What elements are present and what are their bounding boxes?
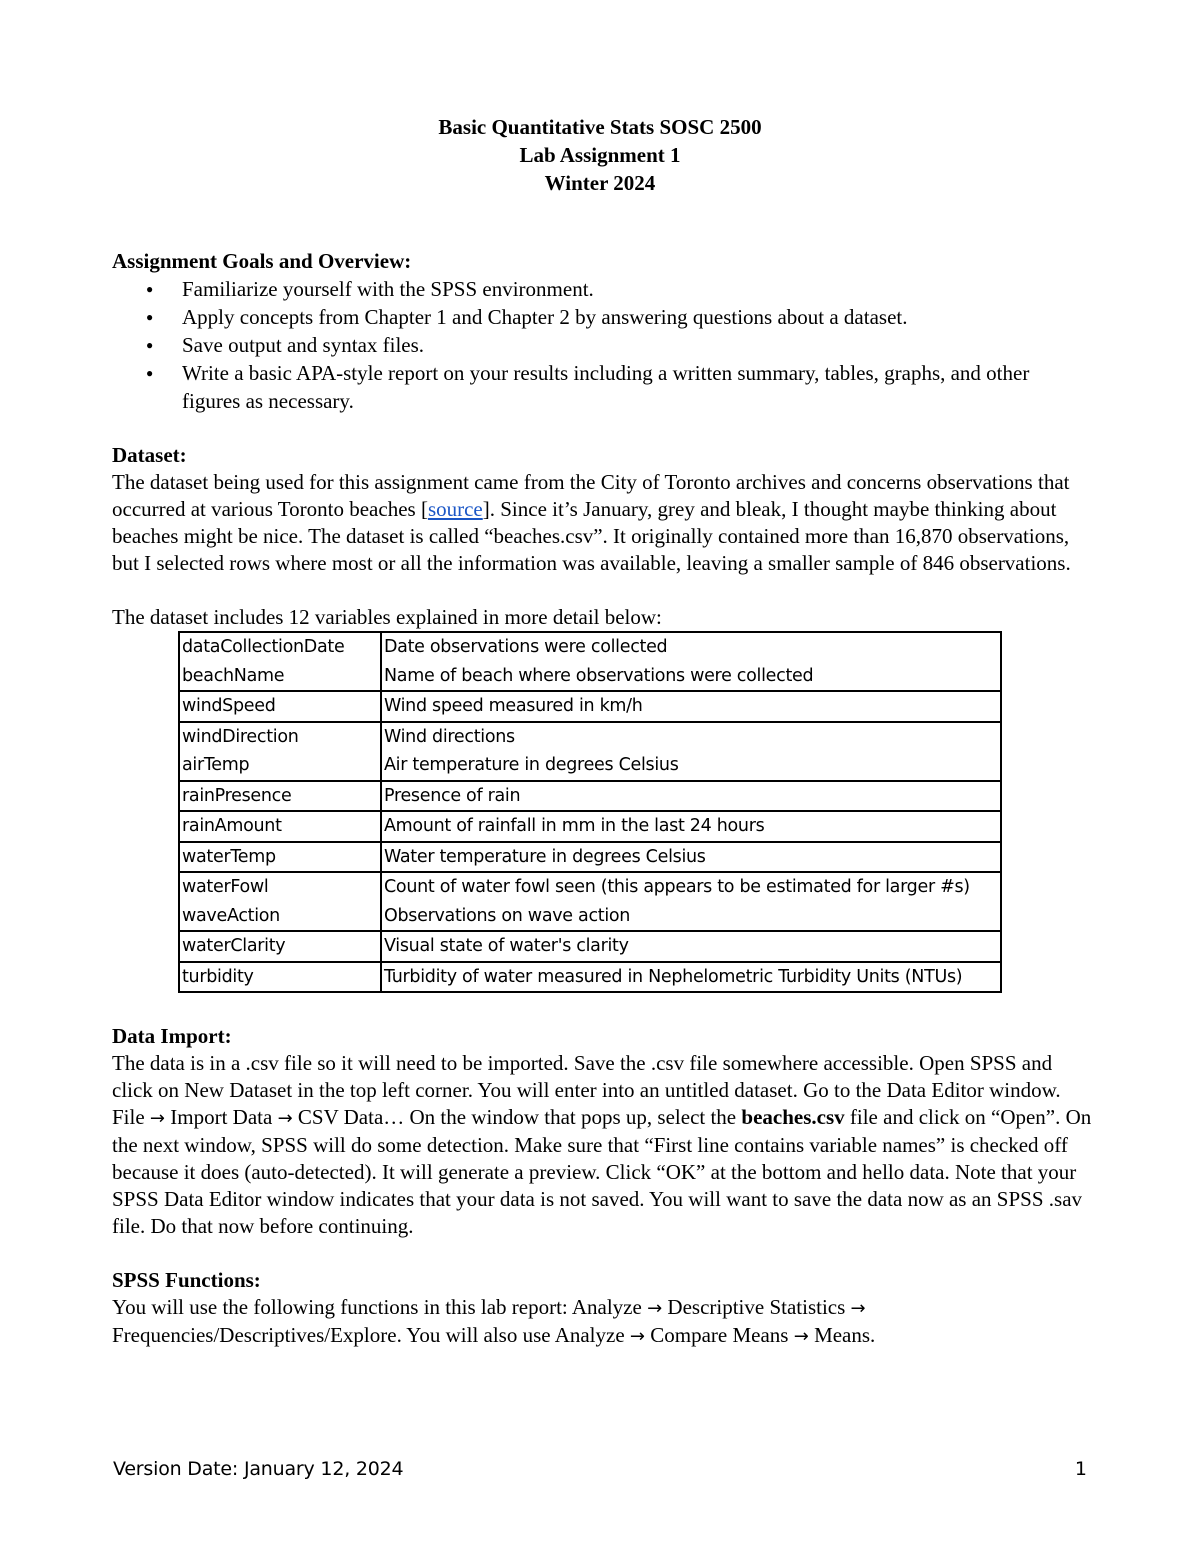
file-name: beaches.csv <box>741 1105 845 1129</box>
variable-name-cell: turbidity <box>179 962 381 993</box>
dataset-heading: Dataset: <box>112 443 187 467</box>
variable-name-cell: dataCollectionDate beachName <box>179 632 381 691</box>
goal-item: ● Save output and syntax files. <box>182 331 1092 359</box>
variable-name-cell: waterClarity <box>179 931 381 962</box>
goal-item: ● Write a basic APA-style report on your results including a written summary, tables, graphs, and other figures as necessary. <box>182 359 1092 415</box>
variable-name-cell: rainPresence <box>179 781 381 812</box>
arrow-icon: → <box>629 1326 645 1347</box>
document-body <box>112 248 1092 1350</box>
table-row <box>179 872 1001 931</box>
variable-description-cell: Wind speed measured in km/h <box>381 691 1001 722</box>
goals-heading: Assignment Goals and Overview: <box>112 249 412 273</box>
variable-description-cell: Amount of rainfall in mm in the last 24 hours <box>381 811 1001 842</box>
variable-description-cell: Water temperature in degrees Celsius <box>381 842 1001 873</box>
arrow-icon: → <box>647 1298 663 1319</box>
table-row <box>179 691 1001 722</box>
variable-description-cell: Presence of rain <box>381 781 1001 812</box>
assignment-title: Lab Assignment 1 <box>519 143 681 167</box>
dataset-paragraph: The dataset being used for this assignment came from the City of Toronto archives and concerns observations that occurred at various Toronto beaches [source]. Since it’s January, grey and bleak, I thought maybe thinking about beaches might be nice. The dataset is called “beaches.csv”. It originally contained more than 16,870 observations, but I selected rows where most or all the information was available, leaving a smaller sample of 846 observations. <box>112 470 1071 575</box>
term-title: Winter 2024 <box>544 171 656 195</box>
variable-name-cell: rainAmount <box>179 811 381 842</box>
arrow-icon: → <box>277 1108 293 1129</box>
variable-description-cell: Turbidity of water measured in Nephelometric Turbidity Units (NTUs) <box>381 962 1001 993</box>
functions-heading: SPSS Functions: <box>112 1268 261 1292</box>
variable-description-cell: Count of water fowl seen (this appears to be estimated for larger #s) Observations on wave action <box>381 872 1001 931</box>
variable-name-cell: windDirection airTemp <box>179 722 381 781</box>
arrow-icon: → <box>850 1298 866 1319</box>
page-number: 1 <box>1074 1458 1087 1480</box>
import-paragraph: The data is in a .csv file so it will need to be imported. Save the .csv file somewhere accessible. Open SPSS and click on New Dataset in the top left corner. You will enter into an untitled dataset. Go to the Data Editor window. File → Import Data → CSV Data… On the window that pops up, select the beaches.csv file and click on “Open”. On the next window, SPSS will do some detection. Make sure that “First line contains variable names” is checked off because it does (auto-detected). It will generate a preview. Click “OK” at the bottom and hello data. Note that your SPSS Data Editor window indicates that your data is not saved. You will want to save the data now as an SPSS .sav file. Do that now before continuing. <box>112 1051 1092 1238</box>
table-row <box>179 962 1001 993</box>
variable-description-cell: Wind directions Air temperature in degrees Celsius <box>381 722 1001 781</box>
import-heading: Data Import: <box>112 1024 232 1048</box>
variable-description-cell: Visual state of water's clarity <box>381 931 1001 962</box>
goals-list <box>112 275 1092 415</box>
table-row <box>179 842 1001 873</box>
table-row <box>179 931 1001 962</box>
course-title: Basic Quantitative Stats SOSC 2500 <box>438 115 762 139</box>
goal-item: ● Familiarize yourself with the SPSS environment. <box>182 275 1092 303</box>
variable-name-cell: waterFowl waveAction <box>179 872 381 931</box>
table-row <box>179 722 1001 781</box>
table-row <box>179 632 1001 691</box>
table-intro: The dataset includes 12 variables explained in more detail below: <box>112 605 662 629</box>
version-date: Version Date: January 12, 2024 <box>113 1458 404 1480</box>
arrow-icon: → <box>149 1108 166 1129</box>
variable-name-cell: windSpeed <box>179 691 381 722</box>
goal-item: ● Apply concepts from Chapter 1 and Chapter 2 by answering questions about a dataset. <box>182 303 1092 331</box>
table-row <box>179 811 1001 842</box>
variable-name-cell: waterTemp <box>179 842 381 873</box>
variable-description-cell: Date observations were collected Name of beach where observations were collected <box>381 632 1001 691</box>
variables-table <box>178 631 1002 993</box>
arrow-icon: → <box>793 1326 809 1347</box>
functions-paragraph: You will use the following functions in this lab report: Analyze → Descriptive Statistics → Frequencies/Descriptives/Explore. You will also use Analyze → Compare Means → Means. <box>112 1295 876 1347</box>
document-title <box>0 113 1200 197</box>
table-row <box>179 781 1001 812</box>
source-link[interactable]: source <box>427 497 483 521</box>
